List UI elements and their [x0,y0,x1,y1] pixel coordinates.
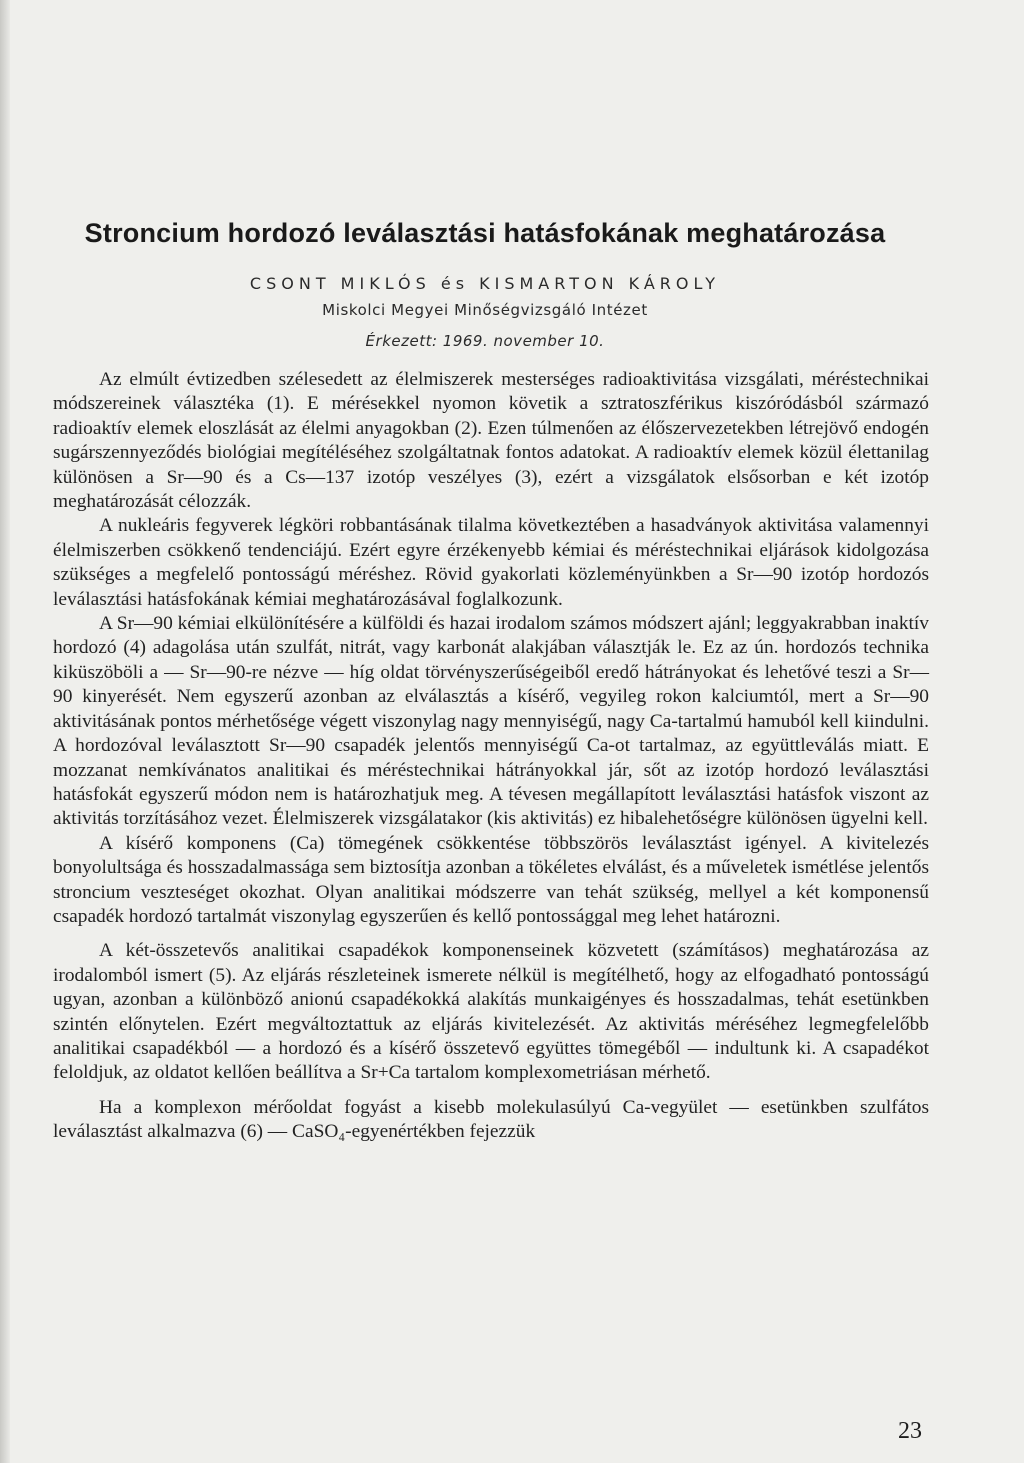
article-title: Stroncium hordozó leválasztási hatásfokának meghatározása [84,218,886,248]
paragraph-5: A két-összetevős analitikai csapadékok komponenseinek közvetett (számításos) meghatározása az irodalomból ismert (5). Az eljárás részleteinek ismerete nélkül is megítélhető, hogy az elfogadható pontosságú ugyan, azonban a különböző anionú csapadékokká alakítás munkaigényes és hosszadalmas, tehát esetünkben szintén előnytelen. Ezért megváltoztattuk az eljárás kivitelezését. Az aktivitás méréséhez legmegfelelőbb analitikai csapadékból — a hordozó és a kísérő összetevő együttes tömegéből — indultunk ki. A csapadékot feloldjuk, az oldatot kellően beállítva a Sr+Ca tartalom komplexometriásan mérhető. [53,940,929,1084]
paragraph-1: Az elmúlt évtizedben szélesedett az élelmiszerek mesterséges radioaktivitása vizsgálati, méréstechnikai módszereinek választéka (1). E mérésekkel nyomon követik a sztratoszférikus kiszóródásból származó radioaktív elemek eloszlását az élelmi anyagokban (2). Ezen túlmenően az élőszervezetekben létrejövő endogén sugárszennyeződés biológiai megítéléséhez szolgáltatnak fontos adatokat. A radioaktív elemek közül élettanilag különösen a Sr—90 és a Cs—137 izotóp veszélyes (3), ezért a vizsgálatok elsősorban e két izotóp meghatározását célozzák. [53,369,929,513]
paragraph-4: A kísérő komponens (Ca) tömegének csökkentése többszörös leválasztást igényel. A kivitelezés bonyolultsága és hosszadalmassága sem biztosítja azonban a tökéletes elválást, és a műveletek ismétlése jelentős stroncium veszteséget okozhat. Olyan analitikai módszerre van tehát szükség, mellyel a két komponensű csapadék hordozó tartalmát viszonylag egyszerűen és kellő pontossággal meg lehet határozni. [53,832,929,927]
article-body [53,368,929,1145]
article-institution: Miskolci Megyei Minőségvizsgáló Intézet [322,301,648,319]
paragraph-6: Ha a komplexon mérőoldat fogyást a kisebb molekulasúlyú Ca-vegyület — esetünkben szulfátos leválasztást alkalmazva (6) — CaSO₄-egyenértékben fejezzük [53,1096,929,1143]
article-authors: CSONT MIKLÓS és KISMARTON KÁROLY [249,274,721,293]
page-edge [0,0,10,1463]
page-number: 23 [898,1418,922,1444]
paragraph-2: A nukleáris fegyverek légköri robbantásának tilalma következtében a hasadványok aktivitása valamennyi élelmiszerben csökkenő tendenciájú. Ezért egyre érzékenyebb kémiai és méréstechnikai eljárások kidolgozása szükséges a megfelelő pontosságú méréshez. Rövid gyakorlati közleményünkben a Sr—90 izotóp hordozós leválasztási hatásfokának kémiai meghatározásával foglalkozunk. [53,515,929,610]
paragraph-3: A Sr—90 kémiai elkülönítésére a külföldi és hazai irodalom számos módszert ajánl; leggyakrabban inaktív hordozó (4) adagolása után szulfát, nitrát, vagy karbonát alakjában választják le. Ez az ún. hordozós technika kiküszöböli a — Sr—90-re nézve — híg oldat törvényszerűségeiből eredő hátrányokat és lehetővé teszi a Sr—90 kinyerését. Nem egyszerű azonban az elválasztás a kísérő, vegyileg rokon kalciumtól, mert a Sr—90 aktivitásának pontos mérhetősége végett viszonylag nagy mennyiségű, nagy Ca-tartalmú hamuból kell kiindulni. A hordozóval leválasztott Sr—90 csapadék jelentős mennyiségű Ca-ot tartalmaz, az együttleválás miatt. E mozzanat nemkívánatos analitikai és méréstechnikai hátrányokkal jár, sőt az izotóp hordozó leválasztási hatásfokát egyszerű módon nem is határozhatjuk meg. A tévesen megállapított leválasztási hatásfok viszont az aktivitás torzításához vezet. Élelmiszerek vizsgálatakor (kis aktivitás) ez hibalehetőségre különösen ügyelni kell. [53,613,929,830]
received-date: Érkezett: 1969. november 10. [365,332,605,350]
